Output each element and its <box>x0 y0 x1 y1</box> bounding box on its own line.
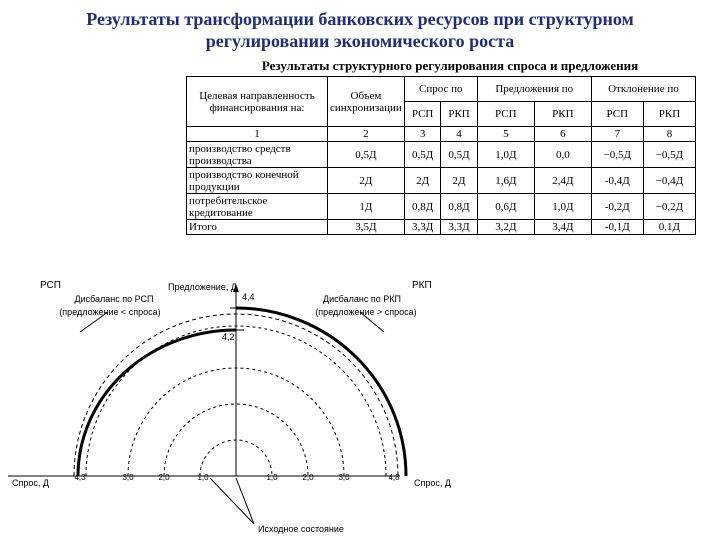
table-cell: 1,6Д <box>477 168 534 194</box>
value-4-2: 4,2 <box>222 332 235 342</box>
tick-label-left: 3,0 <box>122 473 134 482</box>
table-cell: -0,2Д <box>591 194 643 220</box>
table-cell: −0,4Д <box>643 168 695 194</box>
header-deviation-rkp: РКП <box>643 102 695 127</box>
table-cell: 1,0Д <box>477 142 534 168</box>
table-row <box>187 168 696 194</box>
imbalance-rsp-title: Дисбаланс по РСП <box>74 294 154 304</box>
slide-title-line-2: регулировании экономического роста <box>205 31 515 51</box>
tick-label-right: 2,0 <box>302 473 314 482</box>
tick-label-right: 1,0 <box>266 473 278 482</box>
table-row <box>187 194 696 220</box>
table-cell: 0,5Д <box>328 142 405 168</box>
table-cell: −0,5Д <box>591 142 643 168</box>
initial-state-label: Исходное состояние <box>258 524 344 534</box>
table-cell: 3,2Д <box>477 220 534 235</box>
table-cell: -0,1Д <box>591 220 643 235</box>
header-supply-rkp: РКП <box>534 102 591 127</box>
semicircle-diagram <box>0 272 720 540</box>
slide-title <box>20 8 700 52</box>
table-row-total <box>187 220 696 235</box>
imbalance-rkp-title: Дисбаланс по РКП <box>323 294 401 304</box>
table-cell: 2Д <box>441 168 477 194</box>
header-demand-rsp: РСП <box>404 102 441 127</box>
label-rsp: РСП <box>40 280 61 291</box>
label-demand-left: Спрос, Д <box>12 478 49 488</box>
table-cell: 0,5Д <box>441 142 477 168</box>
table-cell: 1Д <box>328 194 405 220</box>
header-supply-rsp: РСП <box>477 102 534 127</box>
leader-line <box>236 478 254 524</box>
table-cell: 3,5Д <box>328 220 405 235</box>
row-label: производство конечной продукции <box>187 168 328 194</box>
tick-label-left: 4,3 <box>74 473 86 482</box>
table-cell: 0,8Д <box>441 194 477 220</box>
tick-label-right: 3,0 <box>338 473 350 482</box>
column-number-row <box>187 127 696 142</box>
row-label: Итого <box>187 220 328 235</box>
table-cell: 3,4Д <box>534 220 591 235</box>
table-cell: 3,3Д <box>404 220 441 235</box>
tick-label-right: 4,8 <box>388 473 400 482</box>
table-cell: 0,1Д <box>643 220 695 235</box>
table-cell: 3,3Д <box>441 220 477 235</box>
header-target-direction: Целевая направленность финансирования на: <box>187 77 328 127</box>
table-cell: 0,6Д <box>477 194 534 220</box>
table-caption: Результаты структурного регулирования спроса и предложения <box>261 58 639 73</box>
label-supply-axis: Предложение, Д <box>168 282 237 292</box>
column-number: 4 <box>441 127 477 142</box>
header-demand: Спрос по <box>404 77 477 102</box>
results-table <box>186 76 696 235</box>
column-number: 5 <box>477 127 534 142</box>
tick-label-left: 2,0 <box>158 473 170 482</box>
header-row-1 <box>187 77 696 102</box>
header-demand-rkp: РКП <box>441 102 477 127</box>
table-cell: −0,5Д <box>643 142 695 168</box>
leader-line <box>210 478 254 524</box>
table-row <box>187 142 696 168</box>
table-cell: 2Д <box>404 168 441 194</box>
table-cell: 2,4Д <box>534 168 591 194</box>
slide-title-line-1: Результаты трансформации банковских ресурсов при структурном <box>86 9 634 29</box>
column-number: 2 <box>328 127 405 142</box>
label-demand-right: Спрос, Д <box>414 478 451 488</box>
table-cell: 0,0 <box>534 142 591 168</box>
imbalance-rsp-note: (предложение < спроса) <box>59 307 161 317</box>
table-cell: −0,2Д <box>643 194 695 220</box>
table-cell: 0,8Д <box>404 194 441 220</box>
table-cell: 2Д <box>328 168 405 194</box>
column-number: 7 <box>591 127 643 142</box>
label-rkp: РКП <box>412 280 432 291</box>
header-supply: Предложения по <box>477 77 591 102</box>
row-label: производство средств производства <box>187 142 328 168</box>
column-number: 3 <box>404 127 441 142</box>
tick-label-left: 1,0 <box>197 473 209 482</box>
header-deviation: Отклонение по <box>591 77 695 102</box>
table-cell: 0,5Д <box>404 142 441 168</box>
table-cell: -0,4Д <box>591 168 643 194</box>
column-number: 8 <box>643 127 695 142</box>
imbalance-rkp-note: (предложение > спроса) <box>315 307 417 317</box>
value-4-4: 4,4 <box>242 292 255 302</box>
header-sync-volume: Объем синхронизации <box>328 77 405 127</box>
table-cell: 1,0Д <box>534 194 591 220</box>
column-number: 6 <box>534 127 591 142</box>
column-number: 1 <box>187 127 328 142</box>
row-label: потребительское кредитование <box>187 194 328 220</box>
header-deviation-rsp: РСП <box>591 102 643 127</box>
